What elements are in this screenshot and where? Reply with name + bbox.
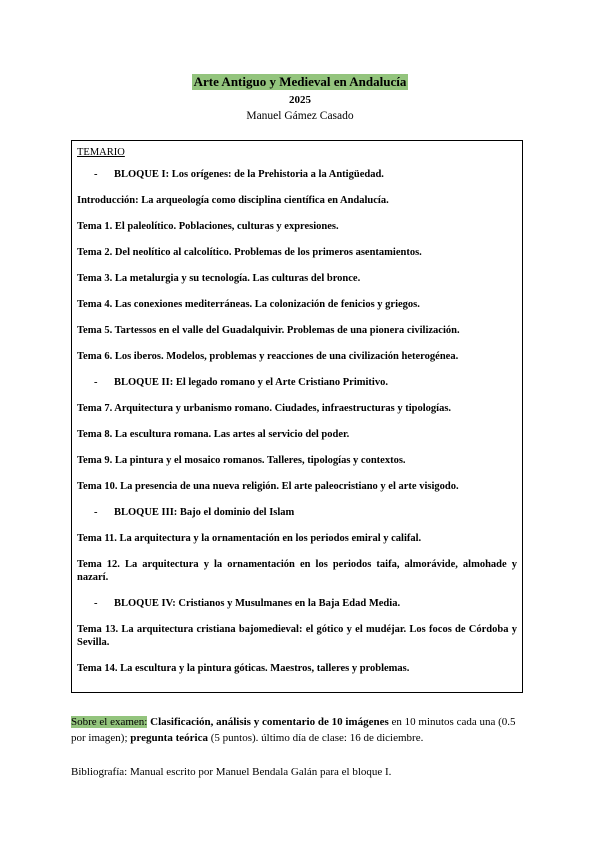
exam-part2: en 10 minutos cada una (0.5 por imagen); xyxy=(71,716,516,744)
syllabus-item-text: Tema 10. La presencia de una nueva religión. El arte paleocristiano y el arte visigodo. xyxy=(77,481,459,492)
syllabus-item-text: Tema 9. La pintura y el mosaico romanos. Talleres, tipologías y contextos. xyxy=(77,455,406,466)
syllabus-bloque xyxy=(77,376,517,389)
syllabus-item-text: Tema 8. La escultura romana. Las artes al servicio del poder. xyxy=(77,429,350,440)
exam-part3: pregunta teórica xyxy=(130,732,208,744)
syllabus-item-text: Tema 6. Los iberos. Modelos, problemas y reacciones de una civilización heterogénea. xyxy=(77,351,459,362)
syllabus-tema xyxy=(77,194,517,207)
bullet-dash: - xyxy=(94,377,98,388)
document-author: Manuel Gámez Casado xyxy=(246,110,354,122)
bullet-dash: - xyxy=(94,169,98,180)
syllabus-tema xyxy=(77,298,517,311)
syllabus-bloque xyxy=(77,506,517,519)
exam-info xyxy=(71,714,525,746)
syllabus-item-text: Tema 1. El paleolítico. Poblaciones, culturas y expresiones. xyxy=(77,221,339,232)
syllabus-tema xyxy=(77,246,517,259)
syllabus-tema xyxy=(77,532,517,545)
syllabus-item-text: BLOQUE I: Los orígenes: de la Prehistoria a la Antigüedad. xyxy=(114,169,384,180)
syllabus-box xyxy=(71,140,523,693)
syllabus-bloque xyxy=(77,168,517,181)
syllabus-item-text: Tema 7. Arquitectura y urbanismo romano. Ciudades, infraestructuras y tipologías. xyxy=(77,403,452,414)
syllabus-tema xyxy=(77,480,517,493)
syllabus-tema xyxy=(77,558,517,584)
syllabus-item-text: Tema 11. La arquitectura y la ornamentación en los periodos emiral y califal. xyxy=(77,533,422,544)
syllabus-tema xyxy=(77,428,517,441)
exam-part4: (5 puntos). último día de clase: 16 de diciembre. xyxy=(207,732,424,744)
document-header xyxy=(0,73,600,124)
syllabus-item-text: Introducción: La arqueología como disciplina científica en Andalucía. xyxy=(77,195,389,206)
document-title: Arte Antiguo y Medieval en Andalucía xyxy=(193,74,407,89)
syllabus-item-text: Tema 12. La arquitectura y la ornamentación en los periodos taifa, almorávide, almohade y nazarí. xyxy=(77,559,517,583)
exam-label: Sobre el examen: xyxy=(71,716,148,728)
syllabus-tema xyxy=(77,454,517,467)
syllabus-tema xyxy=(77,324,517,337)
syllabus-item-text: BLOQUE II: El legado romano y el Arte Cristiano Primitivo. xyxy=(114,377,388,388)
syllabus-item-text: BLOQUE IV: Cristianos y Musulmanes en la Baja Edad Media. xyxy=(114,598,401,609)
bullet-dash: - xyxy=(94,598,98,609)
exam-part1: Clasificación, análisis y comentario de 10 imágenes xyxy=(150,716,389,728)
syllabus-bloque xyxy=(77,597,517,610)
syllabus-tema xyxy=(77,272,517,285)
syllabus-item-text: Tema 2. Del neolítico al calcolítico. Problemas de los primeros asentamientos. xyxy=(77,247,422,258)
syllabus-list xyxy=(77,168,517,675)
syllabus-item-text: Tema 5. Tartessos en el valle del Guadalquivir. Problemas de una pionera civilización. xyxy=(77,325,460,336)
syllabus-tema xyxy=(77,350,517,363)
document-year: 2025 xyxy=(289,94,311,106)
syllabus-item-text: Tema 13. La arquitectura cristiana bajomedieval: el gótico y el mudéjar. Los focos de Córdoba y Sevilla. xyxy=(77,624,517,648)
syllabus-tema xyxy=(77,662,517,675)
syllabus-item-text: Tema 14. La escultura y la pintura góticas. Maestros, talleres y problemas. xyxy=(77,663,410,674)
syllabus-tema xyxy=(77,220,517,233)
syllabus-item-text: Tema 3. La metalurgia y su tecnología. Las culturas del bronce. xyxy=(77,273,361,284)
syllabus-item-text: BLOQUE III: Bajo el dominio del Islam xyxy=(114,507,295,518)
bullet-dash: - xyxy=(94,507,98,518)
syllabus-tema xyxy=(77,402,517,415)
syllabus-tema xyxy=(77,623,517,649)
syllabus-item-text: Tema 4. Las conexiones mediterráneas. La colonización de fenicios y griegos. xyxy=(77,299,420,310)
syllabus-heading: TEMARIO xyxy=(77,147,125,158)
bibliography: Bibliografía: Manual escrito por Manuel Bendala Galán para el bloque I. xyxy=(71,766,392,778)
